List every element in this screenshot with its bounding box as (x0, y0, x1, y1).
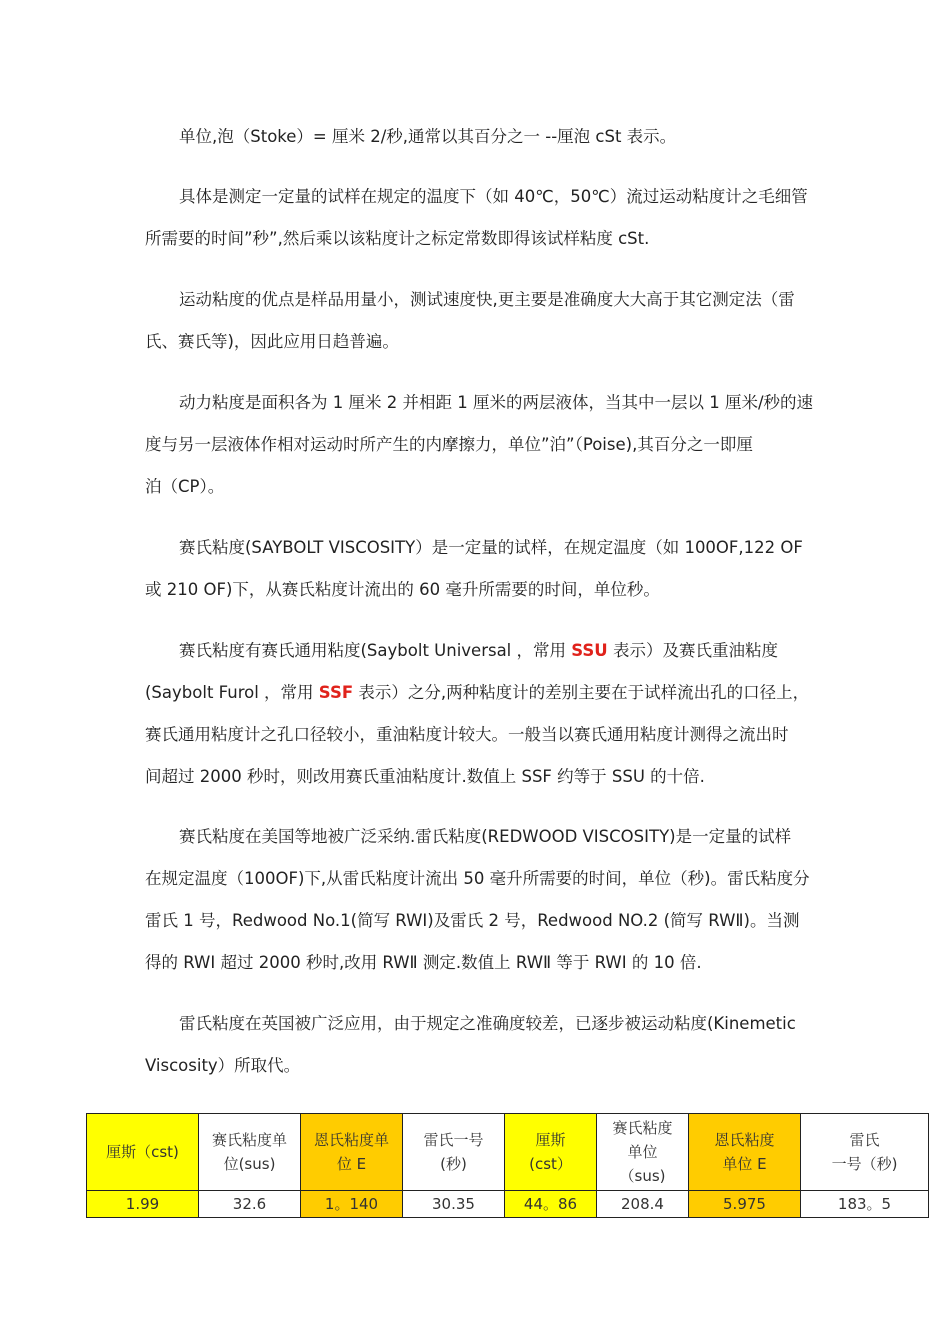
header-cell-sus-2: 赛氏粘度 单位 （sus) (597, 1114, 689, 1191)
table-cell: 208.4 (597, 1191, 689, 1218)
text-line: 运动粘度的优点是样品用量小，测试速度快,更主要是准确度大大高于其它测定法（雷 (179, 290, 795, 309)
text-line: Viscosity）所取代。 (145, 1056, 301, 1075)
text-line: 赛氏通用粘度计之孔口径较小，重油粘度计较大。一般当以赛氏通用粘度计测得之流出时 (145, 725, 789, 744)
table-cell: 44。86 (505, 1191, 597, 1218)
header-cell-engler-2: 恩氏粘度 单位 E (689, 1114, 801, 1191)
text-line: 氏、赛氏等)，因此应用日趋普遍。 (145, 332, 399, 351)
paragraph-dynamic-viscosity (145, 382, 815, 508)
paragraph-stoke-unit (145, 116, 815, 158)
paragraph-saybolt-viscosity (145, 527, 815, 611)
text-line: 间超过 2000 秒时，则改用赛氏重油粘度计.数值上 SSF 约等于 SSU 的十倍. (145, 767, 705, 786)
paragraph-redwood-viscosity (145, 816, 815, 984)
paragraph-measurement-method (145, 176, 815, 260)
text-line: 具体是测定一定量的试样在规定的温度下（如 40℃，50℃）流过运动粘度计之毛细管 (179, 187, 808, 206)
table-cell: 1.99 (87, 1191, 199, 1218)
text-line: 动力粘度是面积各为 1 厘米 2 并相距 1 厘米的两层液体，当其中一层以 1 厘米/秒的速 (179, 393, 814, 412)
ssu-term: SSU (571, 641, 608, 660)
ssf-term: SSF (318, 683, 354, 702)
text-line: 单位,泡（Stoke）= 厘米 2/秒,通常以其百分之一 --厘泡 cSt 表示。 (179, 127, 677, 146)
table-cell: 30.35 (403, 1191, 505, 1218)
text-line: 雷氏 1 号，Redwood No.1(简写 RWⅠ)及雷氏 2 号，Redwood NO.2 (简写 RWⅡ)。当测 (145, 911, 800, 930)
text-line: 雷氏粘度在英国被广泛应用，由于规定之准确度较差，已逐步被运动粘度(Kinemetic (179, 1014, 796, 1033)
table-cell: 32.6 (199, 1191, 301, 1218)
header-cell-cst-2: 厘斯 (cst） (505, 1114, 597, 1191)
header-cell-engler: 恩氏粘度单 位 E (301, 1114, 403, 1191)
text-run: 赛氏粘度有赛氏通用粘度(Saybolt Universal ，常用 (179, 641, 572, 660)
text-line: 或 210 OF)下，从赛氏粘度计流出的 60 毫升所需要的时间，单位秒。 (145, 580, 660, 599)
table-header-row (87, 1114, 929, 1191)
header-cell-redwood: 雷氏一号 (秒) (403, 1114, 505, 1191)
table-cell: 183。5 (801, 1191, 929, 1218)
paragraph-kinematic-advantages (145, 279, 815, 363)
header-cell-redwood-2: 雷氏 一号（秒) (801, 1114, 929, 1191)
text-line: 在规定温度（100OF)下,从雷氏粘度计流出 50 毫升所需要的时间，单位（秒)。雷氏粘度分 (145, 869, 810, 888)
paragraph-redwood-usage (145, 1003, 815, 1087)
text-line: 赛氏粘度(SAYBOLT VISCOSITY）是一定量的试样，在规定温度（如 100OF,122 OF (179, 538, 803, 557)
text-line: 度与另一层液体作相对运动时所产生的内摩擦力，单位”泊”（Poise),其百分之一即厘 (145, 435, 753, 454)
text-line: 赛氏粘度在美国等地被广泛采纳.雷氏粘度(REDWOOD VISCOSITY)是一定量的试样 (179, 827, 792, 846)
table-cell: 5.975 (689, 1191, 801, 1218)
text-line: 得的 RWⅠ 超过 2000 秒时,改用 RWⅡ 测定.数值上 RWⅡ 等于 RWⅠ 的 10 倍. (145, 953, 702, 972)
header-cell-sus: 赛氏粘度单 位(sus) (199, 1114, 301, 1191)
text-line (145, 630, 815, 672)
table-row (87, 1191, 929, 1218)
text-line: 泊（CP）。 (145, 477, 225, 496)
text-run: 表示）之分,两种粘度计的差别主要在于试样流出孔的口径上， (353, 683, 810, 702)
text-run: 表示）及赛氏重油粘度 (607, 641, 778, 660)
text-line (145, 672, 815, 714)
text-line: 所需要的时间”秒”,然后乘以该粘度计之标定常数即得该试样粘度 cSt. (145, 229, 650, 248)
viscosity-conversion-table (86, 1113, 929, 1218)
paragraph-saybolt-types (145, 630, 815, 798)
text-run: (Saybolt Furol ，常用 (145, 683, 319, 702)
header-cell-cst: 厘斯（cst) (87, 1114, 199, 1191)
table-cell: 1。140 (301, 1191, 403, 1218)
